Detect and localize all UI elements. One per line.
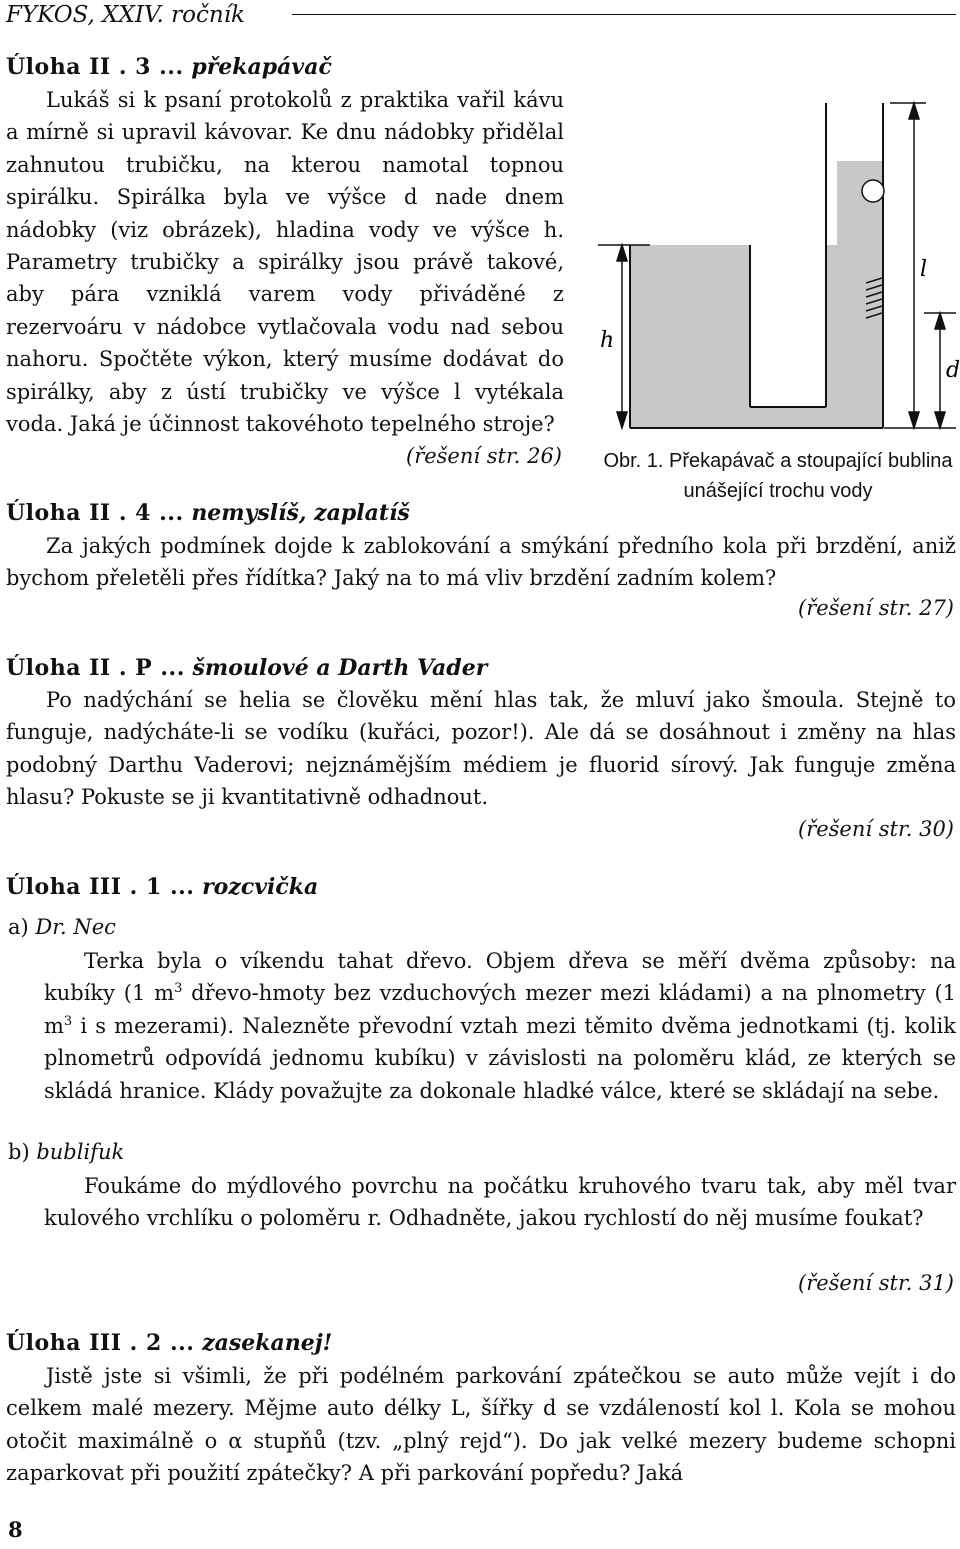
solution-ref: (řešení str. 27) xyxy=(798,596,954,620)
subproblem-label: b) bublifuk xyxy=(8,1140,125,1164)
tube-cavity xyxy=(750,245,826,407)
page-number: 8 xyxy=(8,1517,23,1542)
problem-heading xyxy=(6,655,487,681)
subproblem-text: Foukáme do mýdlového povrchu na počátku kruhového tvaru tak, aby měl tvar kulového vrchlíku o poloměru r. Odhadněte, jakou rychlostí do něj musíme foukat? xyxy=(44,1174,956,1231)
solution-ref: (řešení str. 31) xyxy=(798,1271,954,1295)
problem-text: Po nadýchání se helia se člověku mění hlas tak, že mluví jako šmoula. Stejně to funguje, nadýcháte-li se vodíku (kuřáci, pozor!). Ale dá se dosáhnout i změny na hlas podobný Darthu Vaderovi; nejznámějším médiem je fluorid sírový. Jak funguje změna hlasu? Pokuste se ji kvantitativně odhadnout. xyxy=(6,688,956,810)
bubble xyxy=(862,180,884,202)
solution-ref: (řešení str. 26) xyxy=(406,444,562,469)
problem-number: Úloha II . 4 ... xyxy=(6,500,184,526)
tube-wall-fill xyxy=(826,245,837,407)
problem-name: rozcvička xyxy=(202,874,319,900)
header-rule xyxy=(292,14,956,15)
problem-number: Úloha III . 1 ... xyxy=(6,874,195,900)
problem-text: Jistě jste si všimli, že při podélném parkování zpátečkou se auto může vejít i do celkem malé mezery. Mějme auto délky L, šířky d se vzdáleností kol l. Kola se mohou otočit maximálně o α stupňů (tzv. „plný rejd“). Do jak velké mezery budeme schopni zaparkovat při použití zpátečky? A při parkování popředu? Jaká xyxy=(6,1364,956,1486)
solution-ref: (řešení str. 30) xyxy=(798,817,954,841)
label-d: d xyxy=(946,358,960,383)
problem-number: Úloha II . P ... xyxy=(6,655,185,681)
problem-name: zasekanej! xyxy=(202,1330,333,1356)
problem-heading xyxy=(6,54,332,80)
problem-heading xyxy=(6,874,318,900)
problem-name: překapávač xyxy=(191,54,332,80)
problem-heading xyxy=(6,1330,332,1356)
subproblem-name: Dr. Nec xyxy=(35,915,116,939)
journal-title: FYKOS, XXIV. ročník xyxy=(6,2,245,28)
label-h: h xyxy=(600,328,615,353)
problem-number: Úloha III . 2 ... xyxy=(6,1330,195,1356)
problem-name: šmoulové a Darth Vader xyxy=(192,655,488,681)
problem-body: Lukáš si k psaní protokolů z praktika vařil kávu a mírně si upravil kávovar. Ke dnu nádobky přidělal zahnutou trubičku, na kterou namotal topnou spirálku. Spirálka byla ve výšce d nade dnem nádobky (viz obrázek), hladina vody ve výšce h. Parametry trubičky a spirálky jsou právě takové, aby pára vzniklá varem vody přiváděné z rezervoáru v nádobce vytlačovala vodu nad sebou nahoru. Spočtěte výkon, který musíme dodávat do spirálky, aby z ústí trubičky ve výšce l vytékala voda. Jaká je účinnost takovéhoto tepelného stroje? xyxy=(6,88,564,437)
problem-text: Za jakých podmínek dojde k zablokování a smýkání předního kola při brzdění, aniž bychom přeletěli přes řídítka? Jaký na to má vliv brzdění zadním kolem? xyxy=(6,534,956,591)
running-header xyxy=(6,0,956,30)
problem-heading xyxy=(6,500,410,526)
figure-coffee-maker xyxy=(590,85,960,445)
tube-air xyxy=(827,103,882,161)
subproblem-text: Terka byla o víkendu tahat dřevo. Objem dřeva se měří dvěma způsoby: na kubíky (1 $m^3$ dřevo-hmoty bez vzduchových mezer mezi kládami) a na plnometry (1 $m^3$ i s mezerami). Nalezněte převodní vztah mezi těmito dvěma jednotkami (tj. kolik plnometrů odpovídá jednomu kubíku) v závislosti na poloměru klád, ze kterých se skládá hranice. Klády považujte za dokonale hladké válce, které se skládají na sebe. xyxy=(44,949,956,1103)
problem-name: nemyslíš, zaplatíš xyxy=(191,500,410,526)
label-l: l xyxy=(920,257,928,282)
figure-caption: Obr. 1. Překapávač a stoupající bublina unášející trochu vody xyxy=(603,450,953,502)
subproblem-label: a) Dr. Nec xyxy=(8,915,116,939)
problem-number: Úloha II . 3 ... xyxy=(6,54,184,80)
subproblem-name: bublifuk xyxy=(36,1140,125,1164)
problem-text xyxy=(6,84,564,473)
